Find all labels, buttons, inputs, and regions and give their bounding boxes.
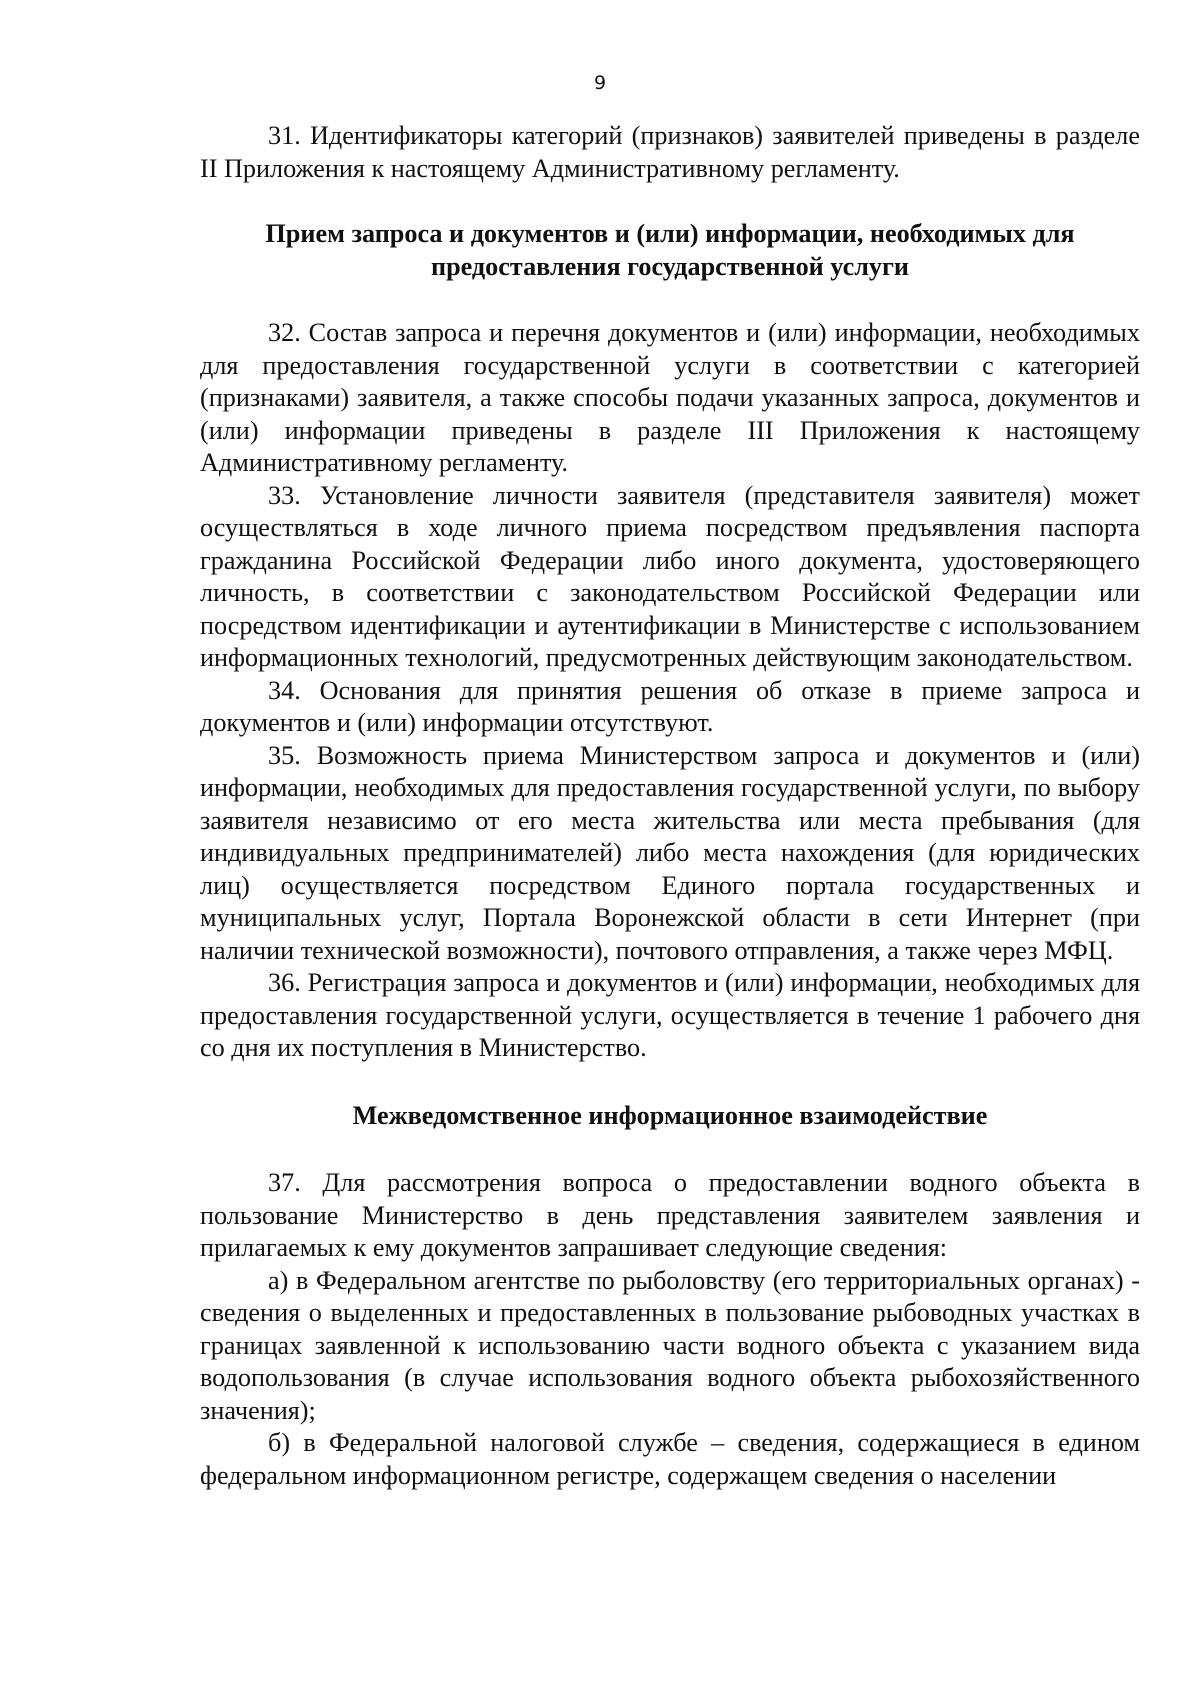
page-number: 9 (593, 72, 607, 94)
paragraph-32: 32. Состав запроса и перечня документов и (или) информации, необходимых для предоставления государственной услуги в соответствии с категорией (признаками) заявителя, а также способы подачи указанных запроса, документов и (или) информации приведены в разделе III Приложения к настоящему Административному регламенту. (200, 318, 1140, 477)
paragraph-35: 35. Возможность приема Министерством запроса и документов и (или) информации, необходимых для предоставления государственной услуги, по выбору заявителя независимо от его места жительства или места пребывания (для индивидуальных предпринимателей) либо места нахождения (для юридических лиц) осуществляется посредством Единого портала государственных и муниципальных услуг, Портала Воронежской области в сети Интернет (при наличии технической возможности), почтового отправления, а также через МФЦ. (200, 740, 1140, 965)
paragraph-34: 34. Основания для принятия решения об отказе в приеме запроса и документов и (или) информации отсутствуют. (200, 675, 1140, 737)
paragraph-31: 31. Идентификаторы категорий (признаков) заявителей приведены в разделе II Приложения к настоящему Административному регламенту. (200, 121, 1140, 183)
paragraph-33: 33. Установление личности заявителя (представителя заявителя) может осуществляться в ходе личного приема посредством предъявления паспорта гражданина Российской Федерации либо иного документа, удостоверяющего личность, в соответствии с законодательством Российской Федерации или посредством идентификации и аутентификации в Министерстве с использованием информационных технологий, предусмотренных действующим законодательством. (200, 480, 1140, 672)
document-body (200, 120, 1140, 1492)
paragraph-37-b: б) в Федеральной налоговой службе – сведения, содержащиеся в едином федеральном информационном регистре, содержащем сведения о населении (200, 1428, 1140, 1490)
section-heading-interagency: Межведомственное информационное взаимодействие (352, 1100, 988, 1130)
paragraph-36: 36. Регистрация запроса и документов и (или) информации, необходимых для предоставления государственной услуги, осуществляется в течение 1 рабочего дня со дня их поступления в Министерство. (200, 968, 1140, 1062)
section-heading-line-1: Прием запроса и документов и (или) информации, необходимых для (265, 219, 1075, 248)
section-heading-line-2: предоставления государственной услуги (431, 251, 909, 281)
paragraph-37-a: а) в Федеральном агентстве по рыболовству (его территориальных органах) - сведения о выделенных и предоставленных в пользование рыбоводных участках в границах заявленной к использованию части водного объекта с указанием вида водопользования (в случае использования водного объекта рыбохозяйственного значения); (200, 1265, 1140, 1425)
paragraph-37: 37. Для рассмотрения вопроса о предоставлении водного объекта в пользование Министерство в день представления заявителем заявления и прилагаемых к ему документов запрашивает следующие сведения: (200, 1168, 1140, 1262)
section-heading-request-acceptance (200, 218, 1140, 283)
